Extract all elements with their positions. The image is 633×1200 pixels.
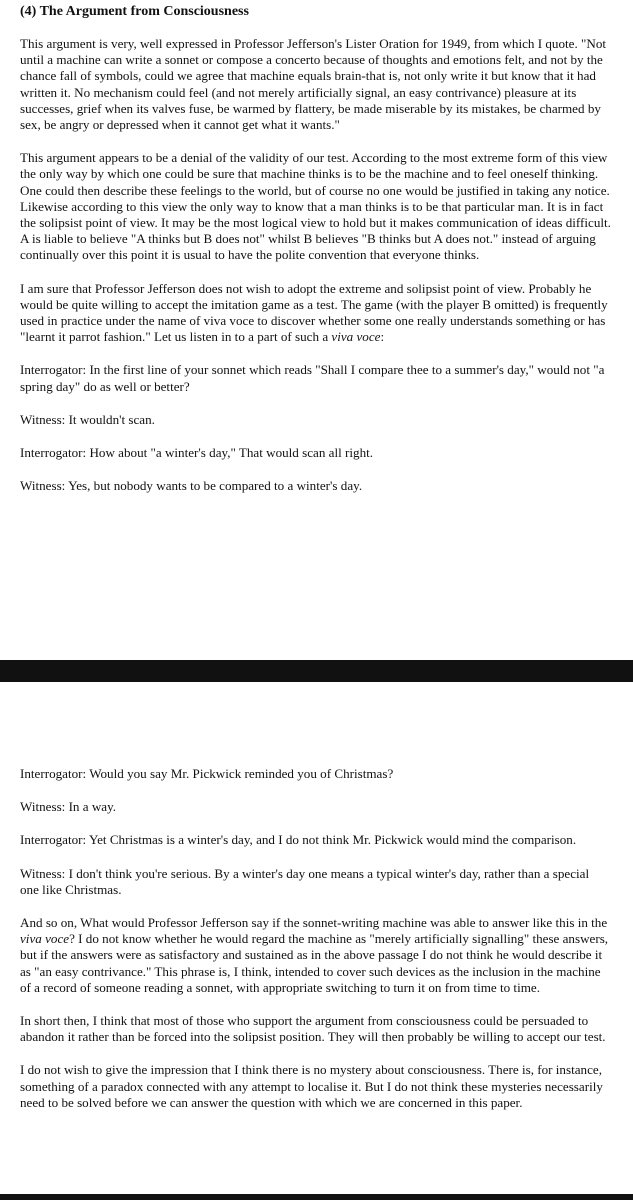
viva-voce-italic: viva voce — [331, 329, 381, 345]
dialog-line-witness-compared: Witness: Yes, but nobody wants to be compared to a winter's day. — [20, 478, 363, 494]
dialog-line-witness-serious: Witness: I don't think you're serious. By a winter's day one means a typical winter's day, rather than a special one like Christmas. — [20, 865, 590, 897]
paragraph-and-so-on — [20, 915, 611, 996]
page-separator — [0, 660, 633, 682]
dialog-line-interrogator-sonnet: Interrogator: In the first line of your sonnet which reads "Shall I compare thee to a summer's day," would not "a spring day" do as well or better? — [20, 362, 605, 394]
dialog-line-witness-scan: Witness: It wouldn't scan. — [20, 411, 155, 427]
paragraph-viva-voce-end: : — [380, 329, 385, 345]
paragraph-in-short: In short then, I think that most of those who support the argument from consciousness could be persuaded to abandon it rather than be forced into the solipsist position. They will then probably be willing to accept our test. — [20, 1013, 606, 1045]
document-page-bottom — [0, 682, 633, 1200]
paragraph-viva-voce — [20, 281, 611, 346]
dialog-line-interrogator-christmas: Interrogator: Yet Christmas is a winter's day, and I do not think Mr. Pickwick would mind the comparison. — [20, 832, 577, 848]
section-title: (4) The Argument from Consciousness — [20, 4, 249, 19]
dialog-line-interrogator-winter: Interrogator: How about "a winter's day," That would scan all right. — [20, 445, 374, 461]
dialog-line-interrogator-pickwick: Interrogator: Would you say Mr. Pickwick reminded you of Christmas? — [20, 766, 394, 781]
paragraph-mystery: I do not wish to give the impression that I think there is no mystery about consciousness. There is, for instance, something of a paradox connected with any attempt to localise it. But I do not think these mysteries necessarily need to be solved before we can answer the question with which we are concerned in this paper. — [20, 1062, 603, 1110]
viva-voce-italic-2: viva voce — [20, 931, 70, 947]
paragraph-viva-voce-text: I am sure that Professor Jefferson does not wish to adopt the extreme and solipsist point of view. Probably he would be quite willing to accept the imitation game as a test. The game (with the player B omitted) is frequently used in practice under the name of viva voce to discover whether some one really understands something or has "learnt it parrot fashion." Let us listen in to a part of such a — [20, 280, 608, 345]
paragraph-and-so-on-start: And so on, What would Professor Jefferson say if the sonnet-writing machine was able to answer like this in the — [20, 915, 608, 931]
paragraph-jefferson-quote: This argument is very, well expressed in Professor Jefferson's Lister Oration for 1949, from which I quote. "Not until a machine can write a sonnet or compose a concerto because of thoughts and emotions felt, and not by the chance fall of symbols, could we agree that machine equals brain-that is, not only write it but know that it had written it. No mechanism could feel (and not merely artificially signal, an easy contrivance) pleasure at its successes, grief when its valves fuse, be warmed by flattery, be made miserable by its mistakes, be charmed by sex, be angry or depressed when it cannot get what it wants." — [20, 36, 607, 133]
dialog-line-witness-in-a-way: Witness: In a way. — [20, 799, 117, 815]
page-bottom-bar — [0, 1194, 633, 1200]
paragraph-solipsist-view: This argument appears to be a denial of the validity of our test. According to the most extreme form of this view the only way by which one could be sure that machine thinks is to be the machine and to feel oneself thinking. One could then describe these feelings to the world, but of course no one would be justified in taking any notice. Likewise according to this view the only way to know that a man thinks is to be that particular man. It is in fact the solipsist point of view. It may be the most logical view to hold but it makes communication of ideas difficult. A is liable to believe "A thinks but B does not" whilst B believes "B thinks but A does not." instead of arguing continually over this point it is usual to have the polite convention that everyone thinks. — [20, 150, 611, 263]
paragraph-and-so-on-end: ? I do not know whether he would regard the machine as "merely artificially signalling" these answers, but if the answers were as satisfactory and sustained as in the above passage I do not think he would describe it as "an easy contrivance." This phrase is, I think, intended to cover such devices as the inclusion in the machine of a record of someone reading a sonnet, with appropriate switching to turn it on from time to time. — [20, 931, 609, 995]
